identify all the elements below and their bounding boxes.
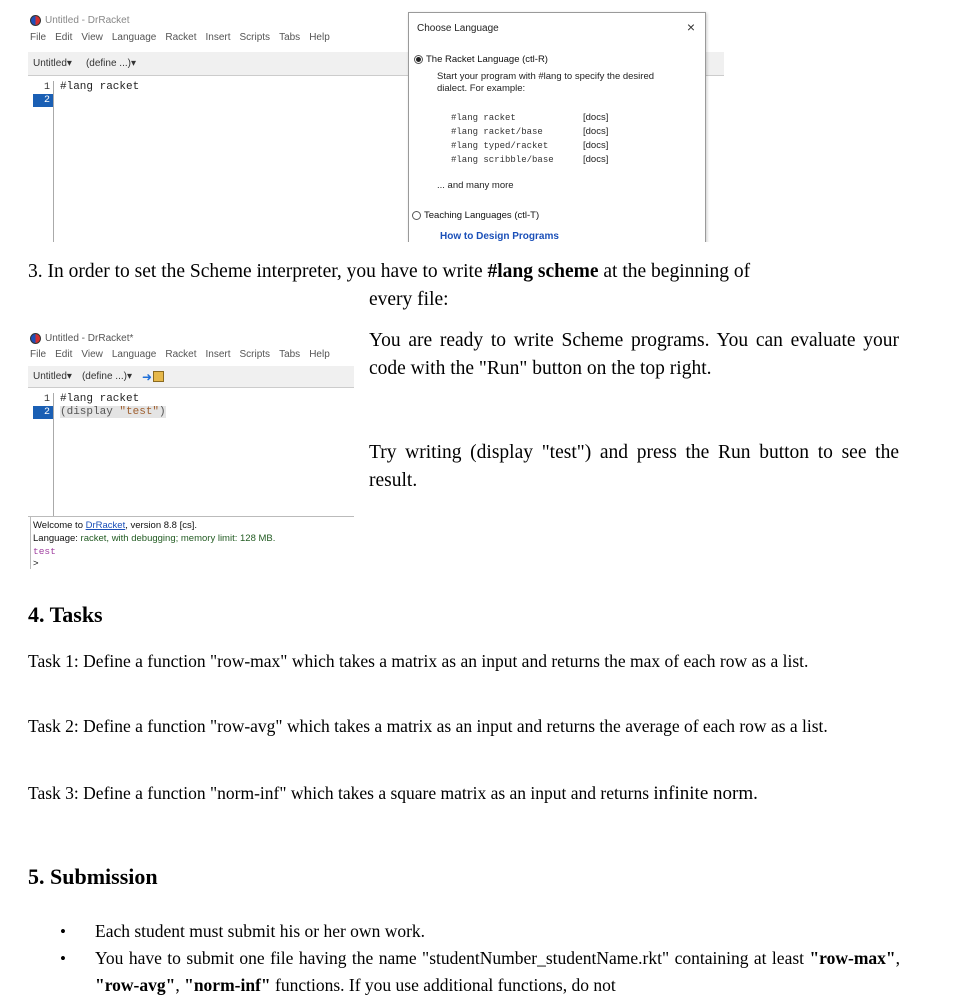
language-example-row	[451, 125, 608, 139]
drracket-link[interactable]: DrRacket	[85, 520, 126, 531]
racket-language-description: Start your program with #lang to specify the desired dialect. For example:	[437, 71, 655, 94]
radio-selected-icon[interactable]	[414, 55, 423, 64]
submission-text-end: functions. If you use additional functions, do not	[270, 975, 616, 995]
teaching-languages-label: Teaching Languages (ctl-T)	[424, 210, 540, 221]
welcome-prefix: Welcome to	[33, 520, 86, 531]
menu-scripts[interactable]: Scripts	[239, 32, 271, 43]
menu-scripts[interactable]: Scripts	[239, 349, 271, 360]
step-3-suffix: at the beginning of	[598, 261, 751, 282]
drracket-run-screenshot	[28, 325, 358, 570]
code-area[interactable]	[60, 393, 166, 419]
language-prefix: Language:	[33, 533, 81, 544]
tasks-heading: 4. Tasks	[28, 602, 103, 627]
submission-item	[28, 945, 900, 999]
window-title-bar	[30, 330, 133, 346]
welcome-line	[33, 520, 197, 531]
drracket-language-screenshot	[28, 8, 724, 242]
code-line: #lang racket	[60, 393, 140, 405]
code-paren-close: )	[159, 406, 166, 418]
menu-view[interactable]: View	[81, 349, 103, 360]
fn-row-max: "row-max"	[809, 948, 896, 968]
window-title: Untitled - DrRacket	[45, 14, 130, 26]
step-3-line-2: every file:	[369, 289, 449, 310]
try-paragraph: Try writing (display "test") and press the Run button to see the result.	[369, 442, 899, 491]
code-line: #lang racket	[60, 81, 140, 93]
menu-racket[interactable]: Racket	[165, 349, 197, 360]
racket-language-option[interactable]	[414, 54, 548, 65]
separator: ,	[895, 948, 900, 968]
language-example: #lang typed/racket	[451, 141, 549, 151]
menu-help[interactable]: Help	[309, 32, 330, 43]
code-paren-open: (display	[60, 406, 120, 418]
menu-insert[interactable]: Insert	[205, 32, 231, 43]
submission-heading: 5. Submission	[28, 864, 158, 889]
language-example-row	[451, 139, 608, 153]
task-3-norm: infinite norm.	[653, 783, 758, 804]
menu-tabs[interactable]: Tabs	[279, 32, 301, 43]
menu-file[interactable]: File	[30, 349, 47, 360]
menu-file[interactable]: File	[30, 32, 47, 43]
toolbar	[28, 366, 354, 388]
teaching-languages-option[interactable]	[412, 210, 539, 221]
language-line	[33, 533, 275, 544]
line-number-gutter	[33, 393, 54, 516]
tab-dropdown[interactable]: Untitled▾	[33, 371, 72, 382]
racket-logo-icon	[30, 15, 41, 26]
submission-item: • Each student must submit his or her own work.	[28, 918, 900, 945]
menu-tabs[interactable]: Tabs	[279, 349, 301, 360]
menu-racket[interactable]: Racket	[165, 32, 197, 43]
fn-norm-inf: "norm-inf"	[184, 975, 271, 995]
welcome-suffix: , version 8.8 [cs].	[125, 520, 198, 531]
step-3-line-1	[28, 258, 750, 286]
define-dropdown[interactable]: (define ...)▾	[81, 371, 132, 382]
language-examples	[451, 111, 608, 167]
menu-insert[interactable]: Insert	[205, 349, 231, 360]
code-line-highlighted	[60, 406, 166, 419]
language-value: racket, with debugging; memory limit: 128 MB.	[80, 533, 276, 544]
menu-bar	[30, 349, 330, 360]
task-2: Task 2: Define a function "row-avg" which takes a matrix as an input and returns the average of each row as a list.	[28, 716, 828, 736]
line-number: 1	[43, 82, 50, 93]
docs-link[interactable]: [docs]	[583, 112, 609, 123]
step-icon[interactable]	[142, 370, 164, 384]
program-output: test	[33, 546, 56, 557]
ready-paragraph: You are ready to write Scheme programs. You can evaluate your code with the "Run" button on the top right.	[369, 330, 899, 379]
language-example-row	[451, 153, 608, 167]
language-example: #lang racket/base	[451, 127, 543, 137]
choose-language-dialog	[408, 12, 706, 242]
fn-row-avg: "row-avg"	[95, 975, 176, 995]
menu-help[interactable]: Help	[309, 349, 330, 360]
submission-list	[28, 918, 900, 999]
racket-logo-icon	[30, 333, 41, 344]
pane-border	[30, 517, 31, 569]
task-1: Task 1: Define a function "row-max" which takes a matrix as an input and returns the max of each row as a list.	[28, 651, 809, 671]
tab-dropdown[interactable]: Untitled▾	[33, 58, 72, 69]
docs-link[interactable]: [docs]	[583, 154, 609, 165]
menu-view[interactable]: View	[81, 32, 103, 43]
line-number: 1	[43, 394, 50, 405]
language-example: #lang scribble/base	[451, 155, 554, 165]
definitions-editor[interactable]	[28, 388, 354, 517]
docs-link[interactable]: [docs]	[583, 126, 609, 137]
step-3-prefix: 3. In order to set the Scheme interpreter, you have to write	[28, 261, 488, 282]
window-title-bar	[30, 12, 129, 28]
language-example-row	[451, 111, 608, 125]
repl-prompt[interactable]: >	[33, 558, 39, 569]
more-languages-note: ... and many more	[437, 180, 514, 191]
task-3	[28, 781, 900, 806]
submission-text: You have to submit one file having the name "studentNumber_studentName.rkt" containing at least	[95, 948, 810, 968]
task-3-text: Task 3: Define a function "norm-inf" which takes a square matrix as an input and returns	[28, 783, 654, 803]
line-number-current: 2	[33, 406, 53, 419]
code-string: "test"	[119, 406, 160, 418]
dialog-title: Choose Language	[417, 23, 499, 34]
menu-bar	[30, 32, 330, 43]
language-example: #lang racket	[451, 113, 516, 123]
debug-box-icon	[153, 371, 164, 382]
menu-edit[interactable]: Edit	[55, 32, 73, 43]
interactions-pane[interactable]	[28, 517, 354, 569]
window-title: Untitled - DrRacket*	[45, 332, 134, 344]
arrow-right-icon: ➜	[141, 369, 153, 384]
step-3-bold: #lang scheme	[487, 261, 599, 282]
define-dropdown[interactable]: (define ...)▾	[85, 58, 136, 69]
htdp-link[interactable]: How to Design Programs	[440, 231, 559, 242]
line-number-current: 2	[33, 94, 53, 107]
docs-link[interactable]: [docs]	[583, 140, 609, 151]
code-area[interactable]	[60, 81, 139, 94]
radio-unselected-icon[interactable]	[412, 211, 421, 220]
separator: ,	[175, 975, 185, 995]
close-icon[interactable]: ×	[686, 19, 695, 35]
line-number-gutter	[33, 81, 54, 242]
menu-language[interactable]: Language	[111, 349, 157, 360]
racket-language-label: The Racket Language (ctl-R)	[426, 54, 548, 65]
definitions-editor[interactable]	[28, 77, 408, 242]
menu-edit[interactable]: Edit	[55, 349, 73, 360]
menu-language[interactable]: Language	[111, 32, 157, 43]
